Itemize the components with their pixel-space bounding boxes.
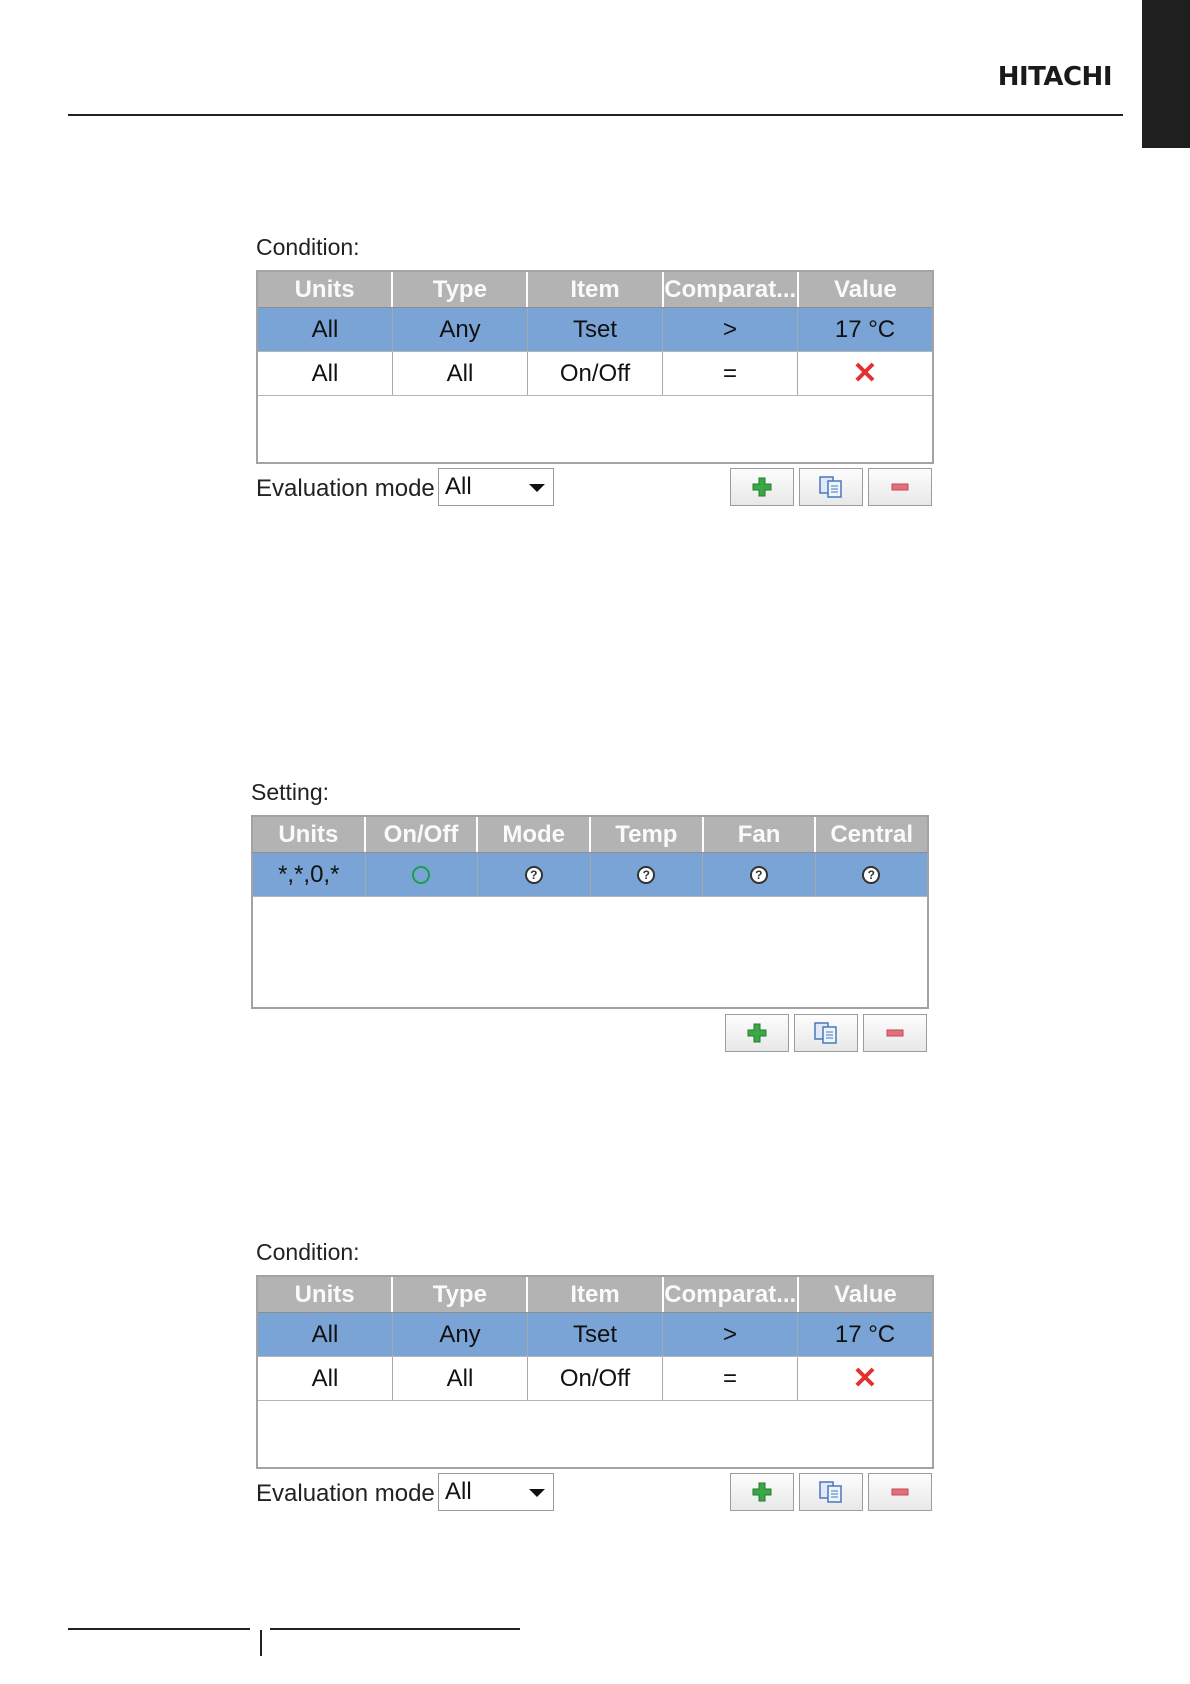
- cell-type: Any: [393, 1313, 528, 1356]
- column-header-comparator[interactable]: Comparat...: [664, 1277, 799, 1312]
- cell-comparator: =: [663, 352, 798, 395]
- table-header: [258, 272, 932, 308]
- chevron-down-icon: [529, 1489, 545, 1497]
- evaluation-mode-value: All: [445, 473, 472, 500]
- cell-units: All: [258, 308, 393, 351]
- column-header-units[interactable]: Units: [258, 272, 393, 307]
- cell-units: *,*,0,*: [253, 853, 366, 896]
- column-header-comparator[interactable]: Comparat...: [664, 272, 799, 307]
- table-row[interactable]: [258, 1357, 932, 1401]
- column-header-item[interactable]: Item: [528, 1277, 663, 1312]
- chapter-tab: [1142, 0, 1190, 148]
- footer-rule-right: [270, 1628, 520, 1630]
- cell-type: Any: [393, 308, 528, 351]
- cell-comparator: =: [663, 1357, 798, 1400]
- cell-comparator: >: [663, 1313, 798, 1356]
- copy-icon: [813, 1021, 839, 1045]
- remove-icon: [884, 1022, 906, 1044]
- condition-panel-1: [256, 232, 934, 512]
- footer-rule-left: [68, 1628, 250, 1630]
- cell-item: On/Off: [528, 1357, 663, 1400]
- column-header-mode[interactable]: Mode: [478, 817, 591, 852]
- condition-table: [256, 1275, 934, 1469]
- copy-icon: [818, 1480, 844, 1504]
- cell-item: On/Off: [528, 352, 663, 395]
- column-header-type[interactable]: Type: [393, 272, 528, 307]
- copy-setting-button[interactable]: [794, 1014, 858, 1052]
- circle-on-icon: [412, 866, 430, 884]
- add-icon: [746, 1022, 768, 1044]
- footer-divider: [260, 1630, 262, 1656]
- cell-on-off: [366, 853, 479, 896]
- cell-central: [816, 853, 928, 896]
- remove-condition-button[interactable]: [868, 1473, 932, 1511]
- remove-condition-button[interactable]: [868, 468, 932, 506]
- add-condition-button[interactable]: [730, 1473, 794, 1511]
- table-row[interactable]: [258, 308, 932, 352]
- evaluation-mode-value: All: [445, 1478, 472, 1505]
- evaluation-mode-label: Evaluation mode: [256, 1480, 435, 1507]
- copy-condition-button[interactable]: [799, 468, 863, 506]
- add-condition-button[interactable]: [730, 468, 794, 506]
- cell-fan: [703, 853, 816, 896]
- header-rule: [68, 114, 1123, 116]
- column-header-temp[interactable]: Temp: [591, 817, 704, 852]
- add-icon: [751, 1481, 773, 1503]
- chevron-down-icon: [529, 484, 545, 492]
- setting-table: [251, 815, 929, 1009]
- condition-label: Condition:: [256, 1239, 360, 1265]
- remove-icon: [889, 1481, 911, 1503]
- setting-label: Setting:: [251, 779, 329, 805]
- cell-value: 17 °C: [834, 1320, 896, 1348]
- column-header-central[interactable]: Central: [830, 821, 914, 848]
- cell-units: All: [258, 352, 393, 395]
- column-header-item[interactable]: Item: [528, 272, 663, 307]
- x-mark-icon: ✕: [852, 1361, 878, 1395]
- evaluation-mode-label: Evaluation mode: [256, 475, 435, 502]
- cell-item: Tset: [528, 1313, 663, 1356]
- cell-type: All: [393, 1357, 528, 1400]
- condition-label: Condition:: [256, 234, 360, 260]
- column-header-value[interactable]: Value: [834, 276, 897, 303]
- setting-panel: [251, 777, 929, 1055]
- cell-value: [798, 352, 932, 395]
- question-icon: ?: [750, 866, 768, 884]
- condition-panel-2: [256, 1237, 934, 1517]
- table-row[interactable]: [258, 1313, 932, 1357]
- cell-item: Tset: [528, 308, 663, 351]
- column-header-on-off[interactable]: On/Off: [366, 817, 479, 852]
- table-row[interactable]: [258, 352, 932, 396]
- condition-table: [256, 270, 934, 464]
- column-header-units[interactable]: Units: [258, 1277, 393, 1312]
- table-header: [258, 1277, 932, 1313]
- question-icon: ?: [637, 866, 655, 884]
- copy-condition-button[interactable]: [799, 1473, 863, 1511]
- add-setting-button[interactable]: [725, 1014, 789, 1052]
- cell-units: All: [258, 1313, 393, 1356]
- copy-icon: [818, 475, 844, 499]
- cell-mode: [478, 853, 591, 896]
- cell-type: All: [393, 352, 528, 395]
- brand-logo: HITACHI: [997, 62, 1112, 92]
- cell-value: [798, 1357, 932, 1400]
- column-header-type[interactable]: Type: [393, 1277, 528, 1312]
- table-row[interactable]: [253, 853, 927, 897]
- x-mark-icon: ✕: [852, 356, 878, 390]
- cell-temp: [591, 853, 704, 896]
- cell-comparator: >: [663, 308, 798, 351]
- evaluation-mode-select[interactable]: [438, 1473, 554, 1511]
- question-icon: ?: [862, 866, 880, 884]
- column-header-value[interactable]: Value: [834, 1281, 897, 1308]
- cell-value: 17 °C: [834, 315, 896, 343]
- column-header-fan[interactable]: Fan: [704, 817, 817, 852]
- evaluation-mode-select[interactable]: [438, 468, 554, 506]
- question-icon: ?: [525, 866, 543, 884]
- add-icon: [751, 476, 773, 498]
- remove-setting-button[interactable]: [863, 1014, 927, 1052]
- cell-units: All: [258, 1357, 393, 1400]
- remove-icon: [889, 476, 911, 498]
- table-header: [253, 817, 927, 853]
- column-header-units[interactable]: Units: [253, 817, 366, 852]
